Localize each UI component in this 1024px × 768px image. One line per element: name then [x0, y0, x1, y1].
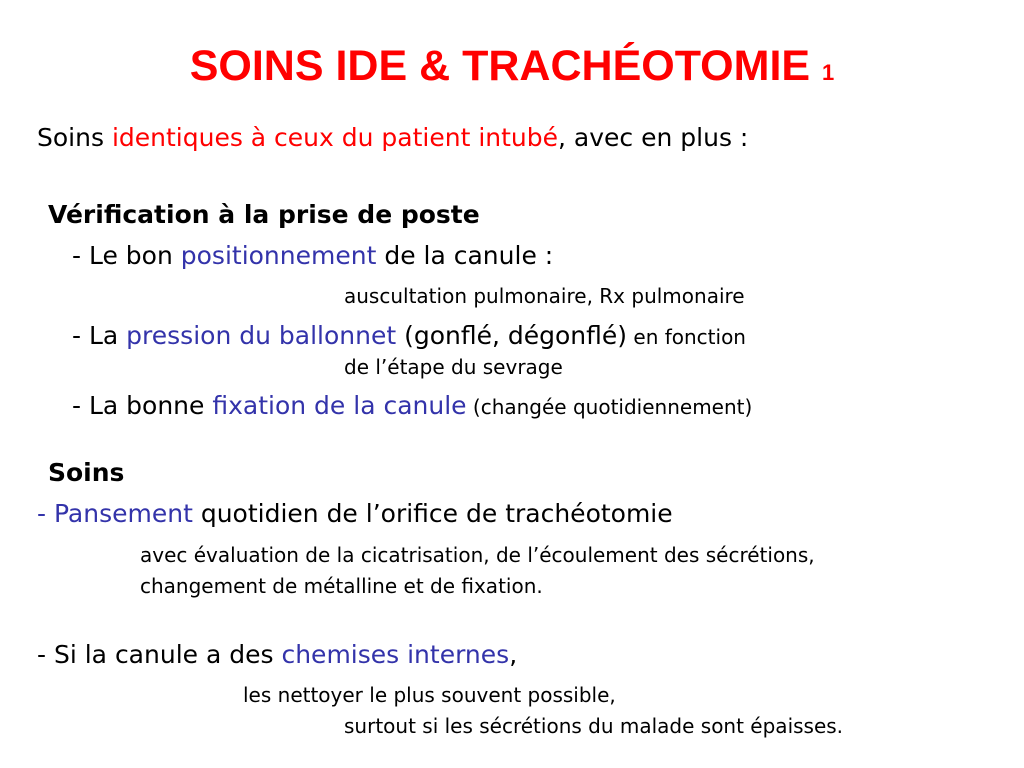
soins-item-pansement: [37, 501, 673, 526]
verification-item-ballonnet: [72, 323, 746, 348]
soins-item-pansement-detail-2: changement de métalline et de fixation.: [140, 574, 543, 598]
item-highlight: chemises internes: [281, 640, 510, 669]
item-small: en fonction: [627, 325, 746, 349]
intro-highlight: identiques à ceux du patient intubé: [111, 123, 559, 152]
soins-heading: Soins: [48, 458, 125, 487]
item-prefix: - Si la canule a des: [37, 640, 282, 669]
verification-heading: Vérification à la prise de poste: [48, 200, 480, 229]
verification-item-positionnement: [72, 243, 553, 268]
intro-prefix: Soins: [37, 123, 112, 152]
item-small: (changée quotidiennement): [466, 395, 753, 419]
soins-item-chemises: [37, 642, 517, 667]
soins-item-chemises-detail-1: les nettoyer le plus souvent possible,: [243, 683, 616, 707]
verification-item-ballonnet-detail: de l’étape du sevrage: [344, 355, 563, 379]
item-prefix: - La bonne: [72, 391, 213, 420]
item-prefix: - La: [72, 321, 127, 350]
item-prefix: - Le bon: [72, 241, 181, 270]
item-highlight: positionnement: [180, 241, 377, 270]
soins-item-pansement-detail-1: avec évaluation de la cicatrisation, de l’écoulement des sécrétions,: [140, 543, 815, 567]
item-suffix: quotidien de l’orifice de trachéotomie: [192, 499, 673, 528]
item-highlight: pression du ballonnet: [126, 321, 397, 350]
intro-suffix: , avec en plus :: [558, 123, 749, 152]
item-dash: -: [37, 499, 54, 528]
item-suffix: de la canule :: [376, 241, 554, 270]
slide-title: [0, 42, 1024, 90]
soins-item-chemises-detail-2: surtout si les sécrétions du malade sont épaisses.: [344, 714, 844, 738]
title-text: SOINS IDE & TRACHÉOTOMIE: [189, 42, 811, 90]
slide-number: 1: [822, 60, 835, 85]
intro-line: [37, 125, 748, 150]
item-highlight: fixation de la canule: [212, 391, 467, 420]
item-suffix: (gonflé, dégonflé): [396, 321, 628, 350]
item-suffix: ,: [509, 640, 518, 669]
item-highlight: Pansement: [53, 499, 193, 528]
verification-item-fixation: [72, 393, 752, 418]
verification-item-positionnement-detail: auscultation pulmonaire, Rx pulmonaire: [344, 284, 745, 308]
